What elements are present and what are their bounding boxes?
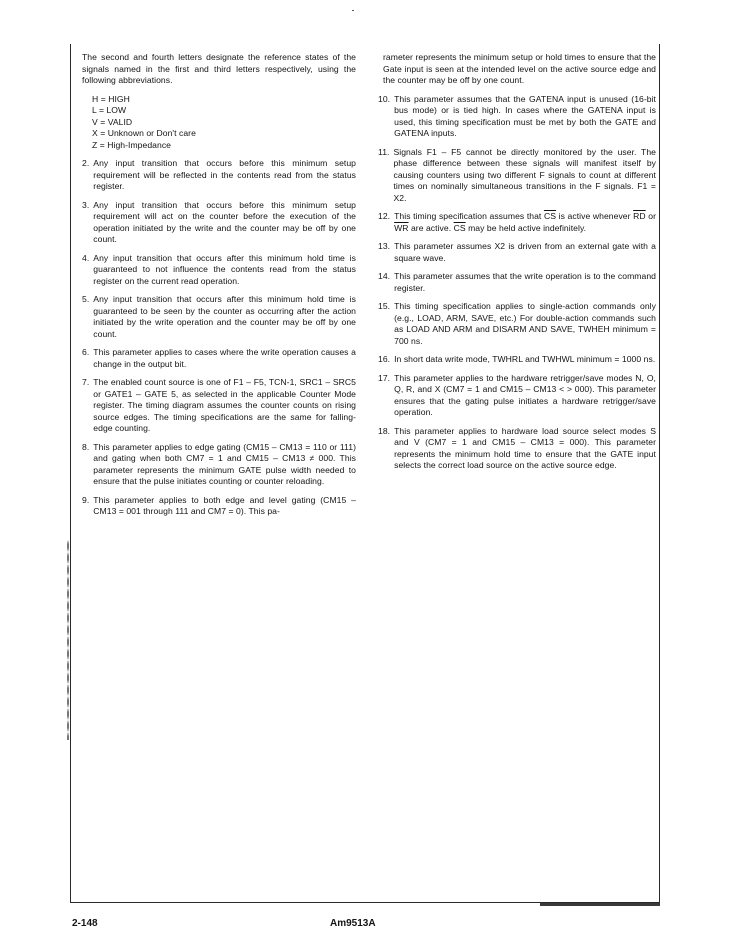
note-11: 11. Signals F1 – F5 cannot be directly monitored by the user. The phase difference between these signals will manifest itself by causing counters using two different F signals to count at different times on nominally simultaneous transitions in the F signals. F1 = X2. — [378, 146, 656, 203]
note-3: 3. Any input transition that occurs before this minimum setup requirement will act on the counter before the execution of the operation initiated by the write and the counter may be off by one count. — [82, 199, 356, 244]
note-9-continuation: rameter represents the minimum setup or hold times to ensure that the Gate input is seen at the intended level on the active source edge and the counter may be off by one count. — [383, 52, 656, 85]
abbreviation-item: Z = High-Impedance — [92, 139, 171, 150]
part-number: Am9513A — [330, 918, 376, 929]
abbreviation-item: H = HIGH — [92, 93, 130, 104]
note-5: 5. Any input transition that occurs after this minimum hold time is guaranteed to be seen by the counter as occurring after the action initiated by the write operation and the counter may be off by one count. — [82, 294, 356, 339]
intro-paragraph: The second and fourth letters designate the reference states of the signals named in the first and third letters respectively, using the following abbreviations. — [82, 52, 356, 85]
left-column — [82, 52, 356, 525]
note-10: 10. This parameter assumes that the GATENA input is unused (16-bit bus mode) or is tied high. In cases where the GATENA input is used, this timing specification must be met by both the GATE and GATENA inputs. — [378, 93, 656, 138]
note-8: 8. This parameter applies to edge gating (CM15 – CM13 = 110 or 111) and gating when both CM7 = 1 and CM15 – CM13 ≠ 000. This parameter represents the minimum GATE pulse width needed to ensure that the pulse initiates counting or counter reloading. — [82, 441, 356, 486]
note-9: 9. This parameter applies to both edge and level gating (CM15 – CM13 = 001 through 111 and CM7 = 0). This pa- — [82, 494, 356, 516]
page-number: 2-148 — [72, 918, 98, 929]
abbreviation-list — [92, 94, 356, 152]
margin-scan-dots — [67, 540, 69, 740]
note-15: 15. This timing specification applies to single-action commands only (e.g., LOAD, ARM, SAVE, etc.) For double-action commands such as LOAD AND ARM and DISARM AND SAVE, TWHEH minimum = 700 ns. — [378, 301, 656, 346]
bottom-rule — [540, 903, 660, 906]
abbreviation-item: X = Unknown or Don't care — [92, 128, 196, 138]
note-12: 12. This timing specification assumes that $\overline{CS}$ is active whenever $\overline{RD}$ or $\overline{WR}$ are active. $\overline{CS}$ may be held active indefinitely. — [378, 211, 657, 233]
top-tick-mark — [352, 10, 354, 11]
abbreviation-item: V = VALID — [92, 116, 133, 127]
note-2: 2. Any input transition that occurs before this minimum setup requirement will be reflected in the contents read from the status register. — [82, 158, 356, 191]
note-13: 13. This parameter assumes X2 is driven from an external gate with a square wave. — [378, 241, 656, 263]
note-17: 17. This parameter applies to the hardware retrigger/save modes N, O, Q, R, and X (CM7 = 1 and CM15 – CM13 < > 000). This parameter ensures that the gating pulse initiates a hardware retrigger/save operation. — [378, 372, 656, 417]
note-14: 14. This parameter assumes that the write operation is to the command register. — [378, 271, 656, 293]
note-16: 16. In short data write mode, TWHRL and TWHWL minimum = 1000 ns. — [378, 354, 656, 364]
note-7: 7. The enabled count source is one of F1 – F5, TCN-1, SRC1 – SRC5 or GATE1 – GATE 5, as selected in the applicable Counter Mode register. The timing diagram assumes the counter counts on rising source edges. The timing specifications are the same for falling-edge counting. — [82, 377, 356, 433]
note-6: 6. This parameter applies to cases where the write operation causes a change in the output bit. — [82, 347, 356, 369]
note-18: 18. This parameter applies to hardware load source select modes S and V (CM7 = 1 and CM15 – CM13 = 000). This parameter represents the minimum hold time to ensure that the GATE input selects the correct load source on the active source edge. — [378, 425, 656, 470]
abbreviation-item: L = LOW — [92, 105, 127, 115]
right-column — [378, 52, 657, 479]
note-4: 4. Any input transition that occurs after this minimum hold time is guaranteed to not influence the contents read from the status register on the current read operation. — [82, 252, 356, 286]
